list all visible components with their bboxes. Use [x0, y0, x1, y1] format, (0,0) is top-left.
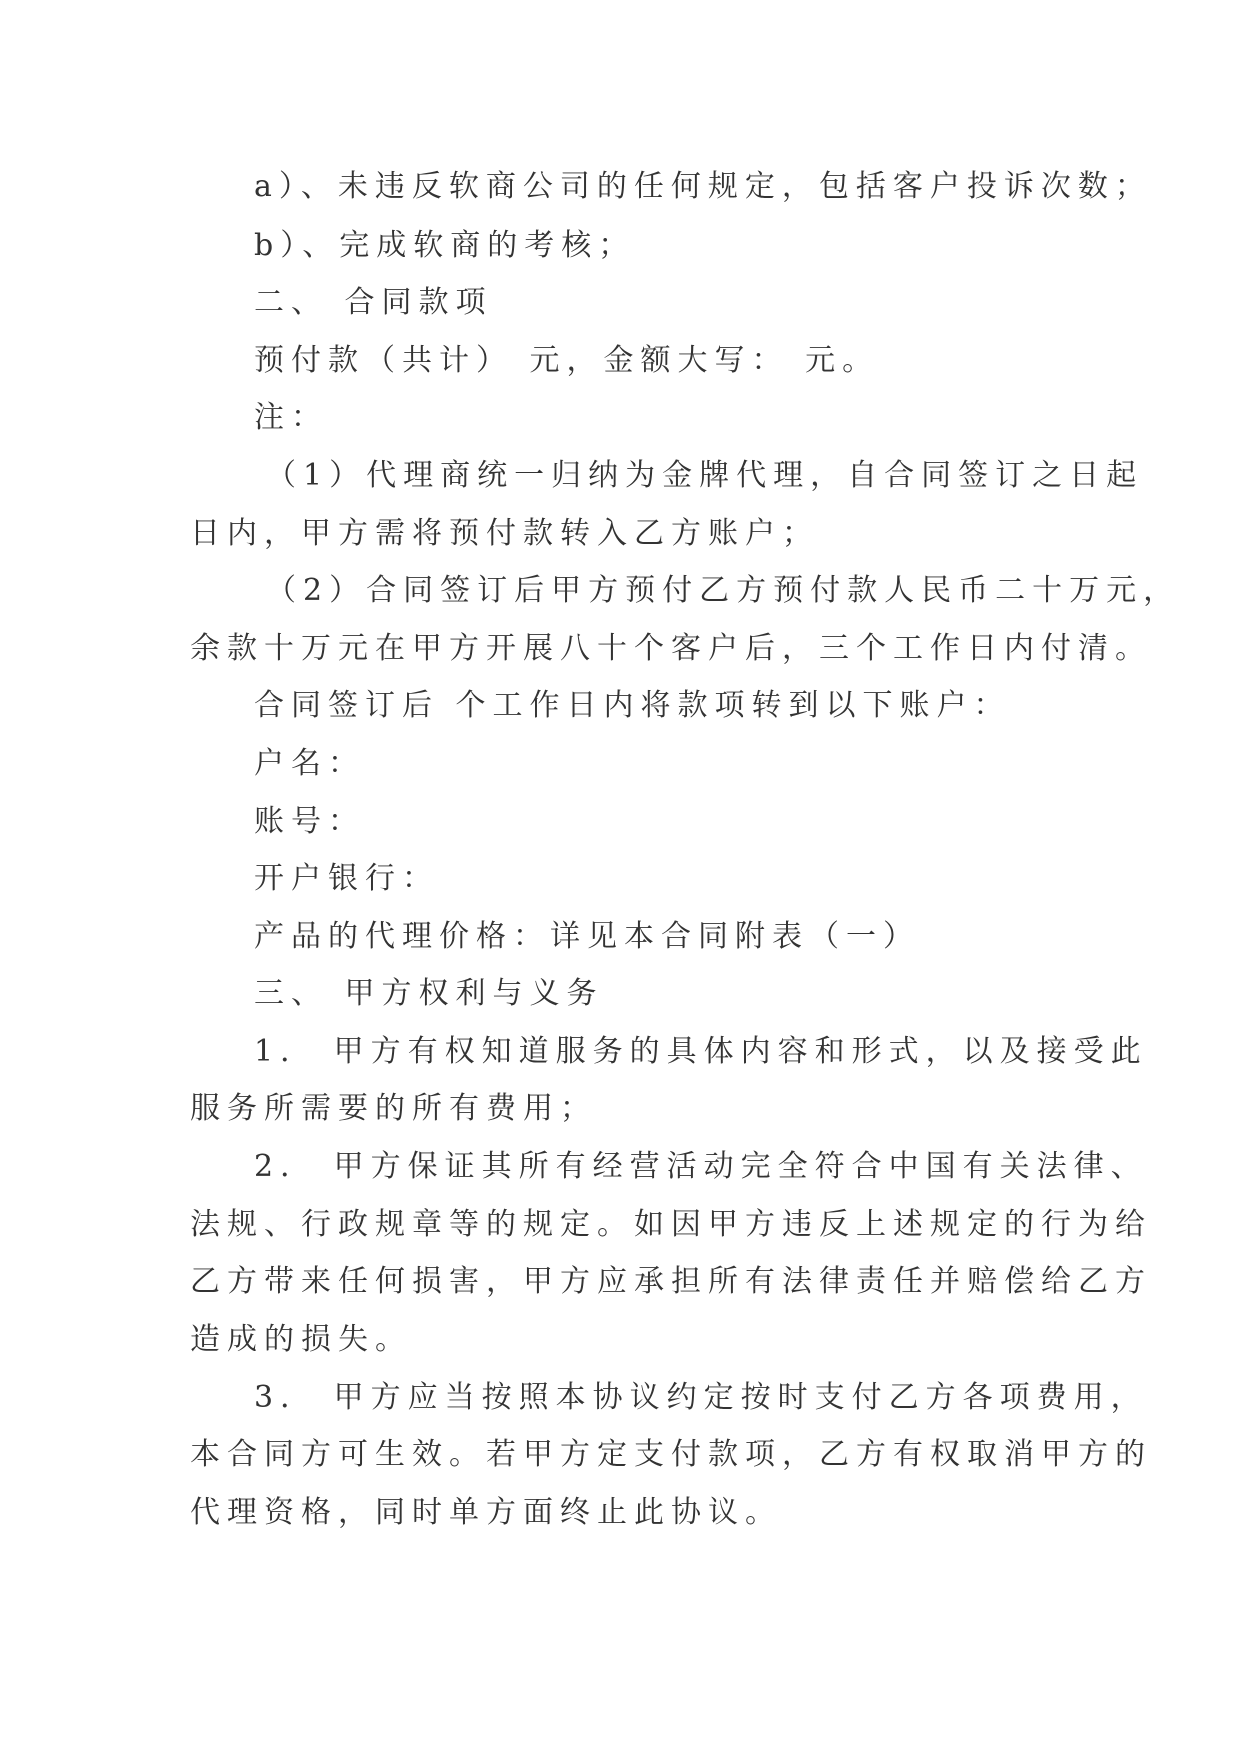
item-2-line-3: 乙方带来任何损害，甲方应承担所有法律责任并赔偿给乙方 — [190, 1264, 1152, 1299]
account-number-label: 账号： — [254, 804, 365, 839]
clause-b-line: b）、完成软商的考核； — [254, 228, 636, 263]
bank-label: 开户银行： — [254, 861, 439, 896]
section-heading-party-a-rights: 三、 甲方权利与义务 — [254, 976, 604, 1011]
account-name-label: 户名： — [254, 746, 365, 781]
note-2-line-1: （2）合同签订后甲方预付乙方预付款人民币二十万元， — [266, 573, 1181, 608]
item-1-line-1: 1． 甲方有权知道服务的具体内容和形式，以及接受此 — [254, 1034, 1148, 1069]
prepayment-line: 预付款（共计） 元，金额大写： 元。 — [254, 343, 880, 378]
item-1-line-2: 服务所需要的所有费用； — [190, 1091, 597, 1126]
transfer-instruction: 合同签订后 个工作日内将款项转到以下账户： — [254, 688, 1011, 723]
item-3-line-2: 本合同方可生效。若甲方定支付款项，乙方有权取消甲方的 — [190, 1437, 1152, 1472]
note-1-line-1: （1）代理商统一归纳为金牌代理，自合同签订之日起 — [266, 458, 1144, 493]
item-3-line-3: 代理资格，同时单方面终止此协议。 — [190, 1495, 782, 1530]
note-2-line-2: 余款十万元在甲方开展八十个客户后，三个工作日内付清。 — [190, 631, 1152, 666]
note-1-line-2: 日内，甲方需将预付款转入乙方账户； — [190, 516, 819, 551]
item-2-line-2: 法规、行政规章等的规定。如因甲方违反上述规定的行为给 — [190, 1207, 1152, 1242]
note-label: 注： — [254, 400, 328, 435]
item-2-line-1: 2． 甲方保证其所有经营活动完全符合中国有关法律、 — [254, 1149, 1148, 1184]
section-heading-contract-payment: 二、 合同款项 — [254, 285, 493, 320]
item-3-line-1: 3． 甲方应当按照本协议约定按时支付乙方各项费用， — [254, 1380, 1148, 1415]
agency-price-line: 产品的代理价格：详见本合同附表（一） — [254, 919, 920, 954]
item-2-line-4: 造成的损失。 — [190, 1322, 412, 1357]
clause-a-line: a）、未违反软商公司的任何规定，包括客户投诉次数； — [254, 169, 1152, 204]
